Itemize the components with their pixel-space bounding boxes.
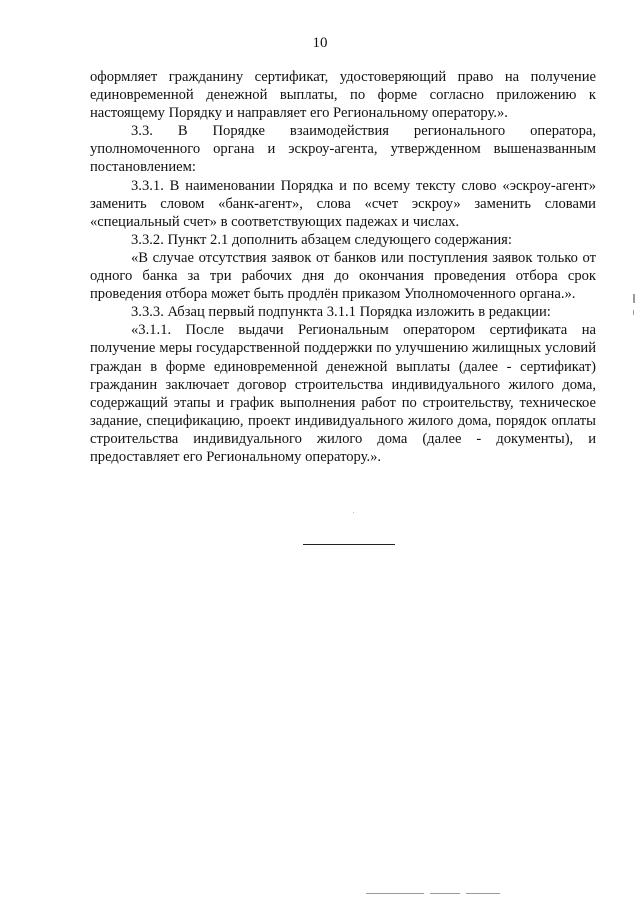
- scan-artifact: [466, 893, 500, 894]
- paragraph-3-3-3: 3.3.3. Абзац первый подпункта 3.1.1 Порядка изложить в редакции:: [131, 304, 551, 321]
- scan-artifact: [430, 893, 460, 894]
- scan-artifact: [633, 310, 634, 315]
- scan-artifact: [366, 893, 424, 894]
- scan-artifact: [633, 294, 635, 303]
- paragraph-3-3-1: 3.3.1. В наименовании Порядка и по всему тексту слово «эскроу-агент» заменить словом «банк-агент», слова «счет эскроу» заменить словами «специальный счет» в соответствующих падежах и числах.: [90, 177, 596, 230]
- paragraph-3-3-2: 3.3.2. Пункт 2.1 дополнить абзацем следующего содержания:: [131, 231, 512, 248]
- closing-separator-line: [303, 544, 395, 545]
- paragraph-quote-3-1-1: «3.1.1. После выдачи Региональным оператором сертификата на получение меры государственной поддержки по улучшению жилищных условий граждан в форме единовременной денежной выплаты (далее - сертификат) гражданин заключает договор строительства индивидуального жилого дома, содержащий этапы и график выполнения работ по строительству, техническое задание, спецификацию, проект индивидуального жилого дома, порядок оплаты строительства индивидуального жилого дома (далее - документы), и предоставляет его Региональному оператору.».: [90, 322, 596, 465]
- paragraph-certificate-continuation: оформляет гражданину сертификат, удостоверяющий право на получение единовременной денежной выплаты, по форме согласно приложению к настоящему Порядку и направляет его Региональному оператору.».: [90, 69, 596, 122]
- scan-artifact: [353, 512, 354, 513]
- paragraph-3-3: 3.3. В Порядке взаимодействия регионального оператора, уполномоченного органа и эскроу-агента, утвержденном вышеназванным постановлением:: [90, 123, 596, 176]
- paragraph-quote-2-1: «В случае отсутствия заявок от банков или поступления заявок только от одного банка за три рабочих дня до окончания проведения отбора срок проведения отбора может быть продлён приказом Уполномоченного органа.».: [90, 249, 596, 303]
- page-number: 10: [312, 35, 328, 51]
- document-body: [90, 68, 596, 466]
